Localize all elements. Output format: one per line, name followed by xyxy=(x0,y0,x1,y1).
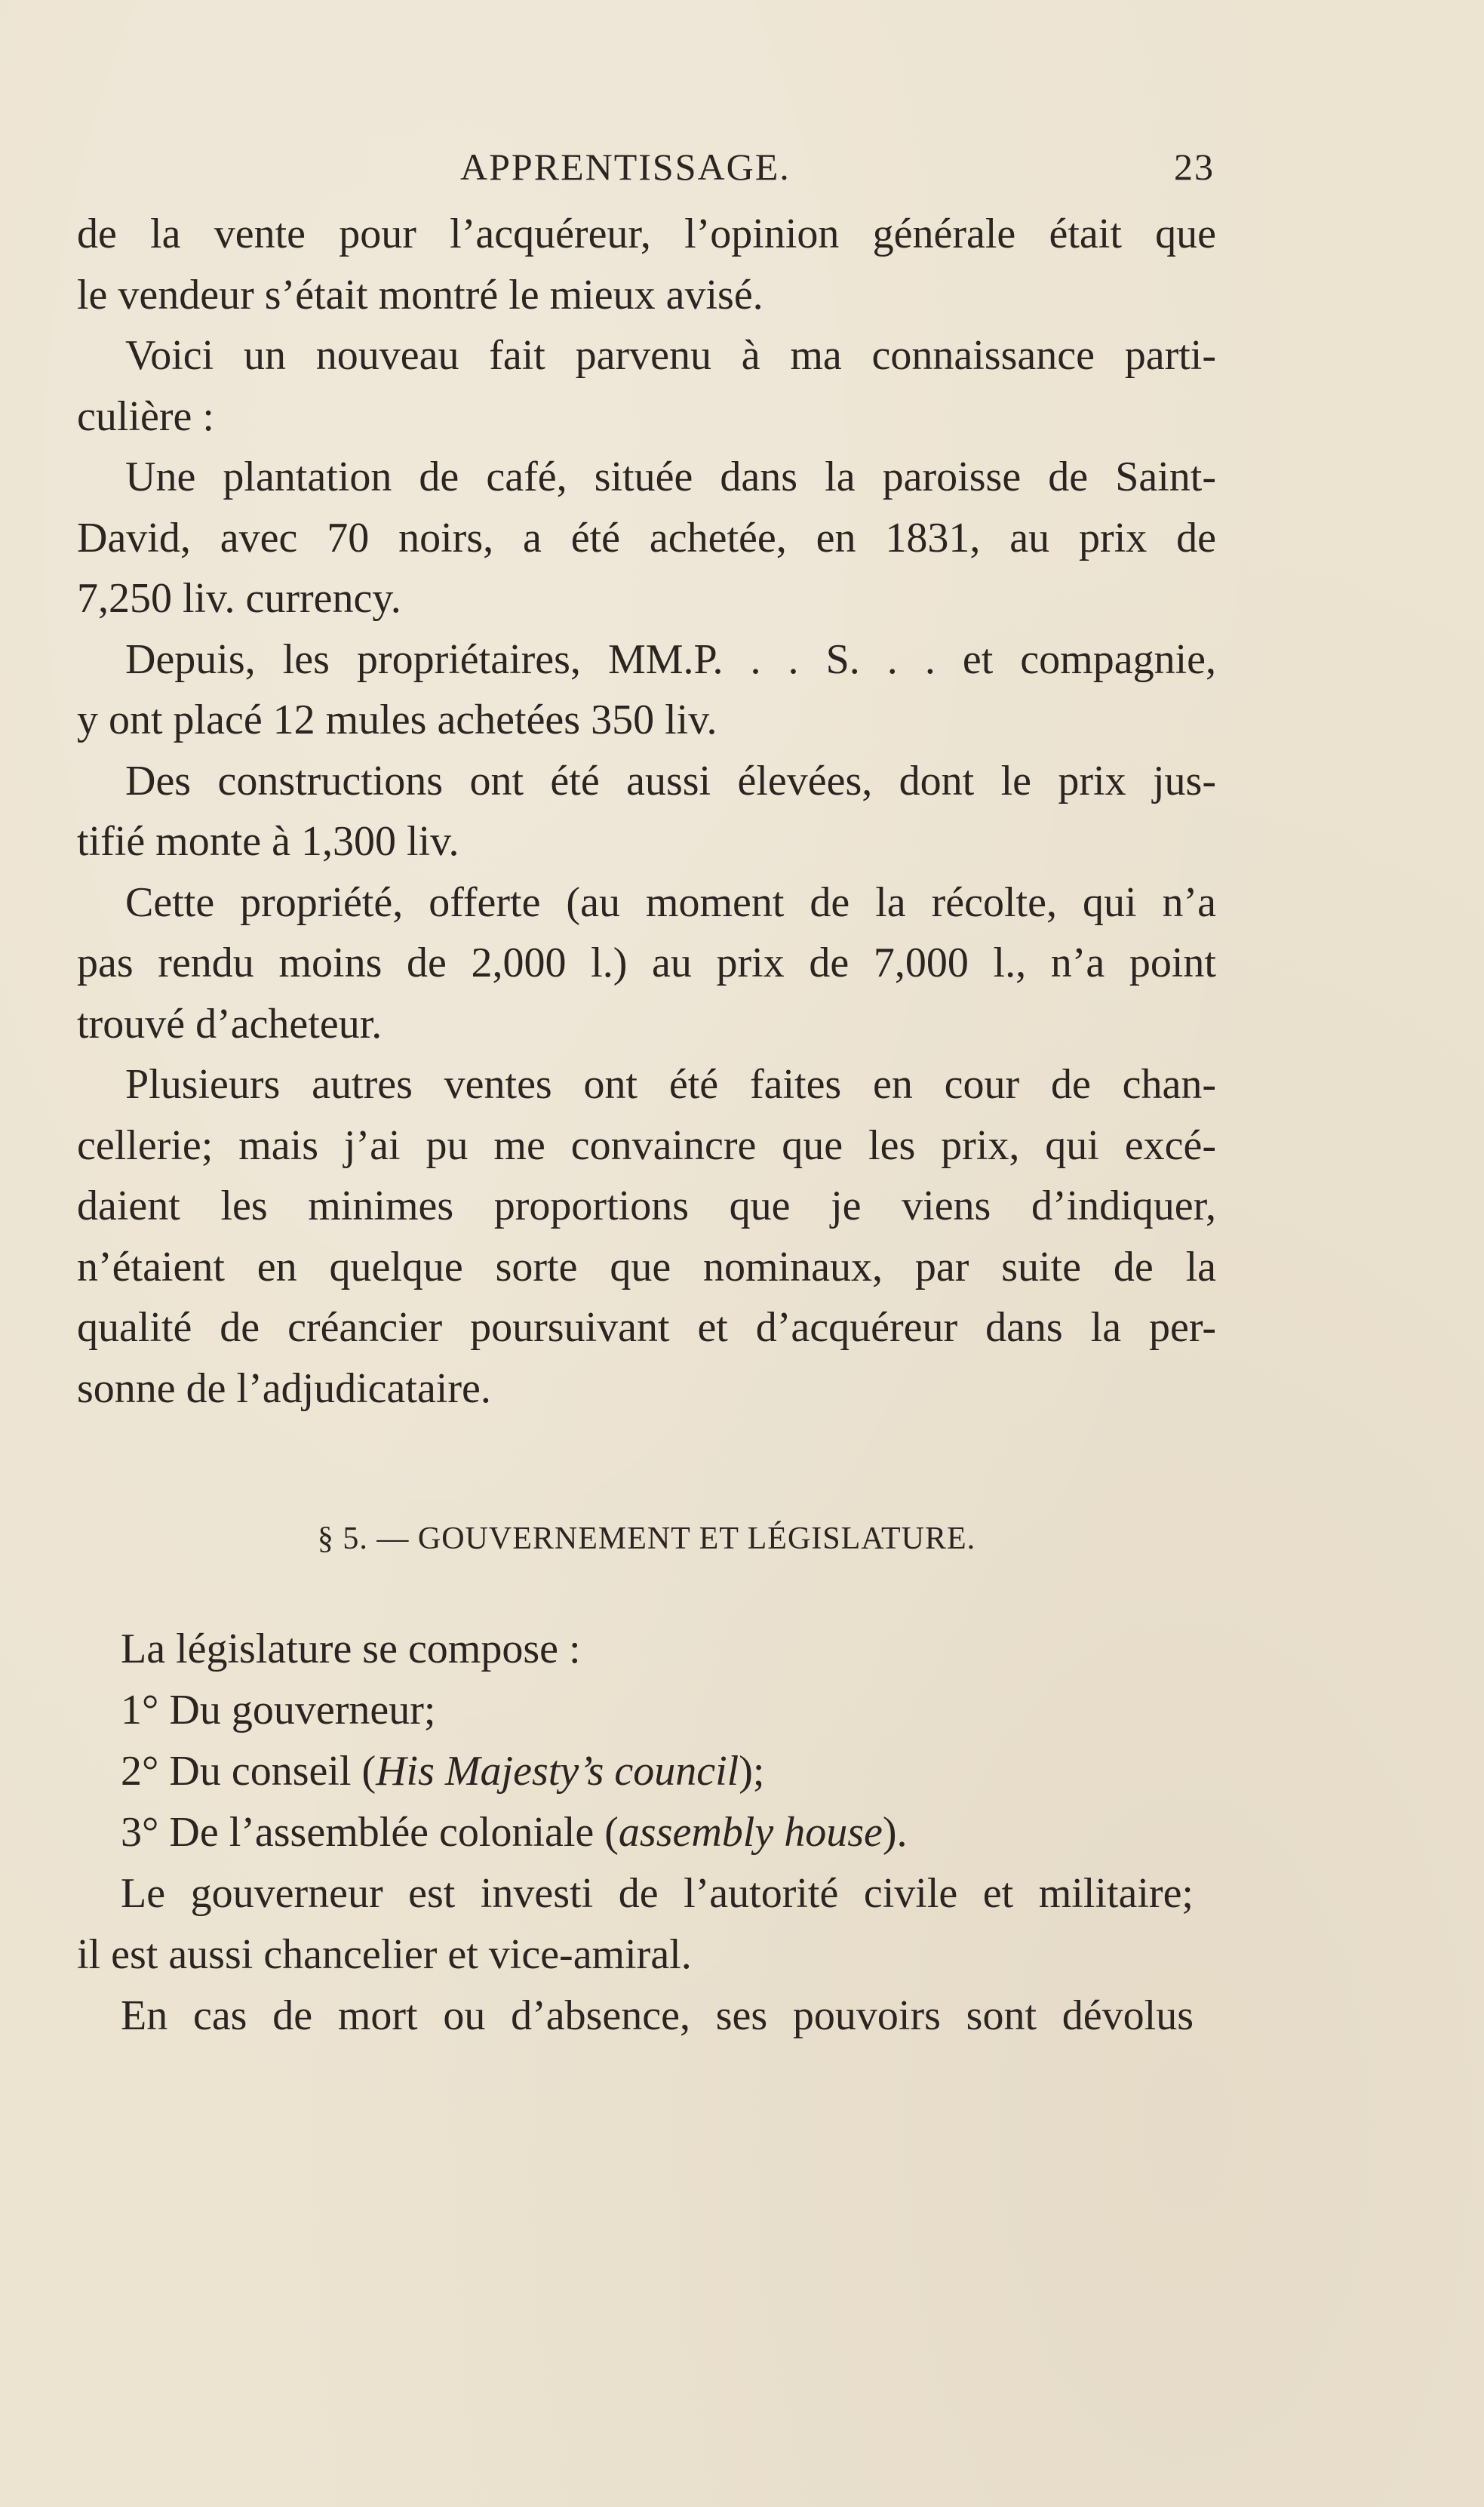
text-line: En cas de mort ou d’absence, ses pouvoirs sont dévolus xyxy=(121,1992,1194,2039)
section-heading: § 5. — GOUVERNEMENT ET LÉGISLATURE. xyxy=(317,1521,976,1556)
text-line: qualité de créancier poursuivant et d’acquéreur dans la per- xyxy=(77,1304,1216,1351)
text-line: culière : xyxy=(77,392,214,440)
list-item-italic: His Majesty’s council xyxy=(376,1748,739,1795)
text-line: La législature se compose : xyxy=(121,1626,581,1672)
text-line: le vendeur s’était montré le mieux avisé. xyxy=(77,271,764,318)
text-line: 7,250 liv. currency. xyxy=(77,575,401,622)
list-item xyxy=(77,1741,1194,1802)
list-item-suffix: ). xyxy=(882,1809,908,1856)
text-line: daient les minimes proportions que je viens d’indiquer, xyxy=(77,1183,1216,1229)
text-line: cellerie; mais j’ai pu me convaincre que les prix, qui excé- xyxy=(77,1121,1216,1169)
text-line: David, avec 70 noirs, a été achetée, en 1831, au prix de xyxy=(77,514,1216,561)
text-line: pas rendu moins de 2,000 l.) au prix de 7,000 l., n’a point xyxy=(77,940,1216,986)
text-line: n’étaient en quelque sorte que nominaux, par suite de la xyxy=(77,1243,1216,1290)
text-line: Cette propriété, offerte (au moment de la récolte, qui n’a xyxy=(125,878,1216,926)
text-line: de la vente pour l’acquéreur, l’opinion générale était que xyxy=(77,211,1216,257)
text-line: Des constructions ont été aussi élevées, dont le prix jus- xyxy=(125,757,1216,804)
section-text xyxy=(77,1619,1194,2047)
text-line: sonne de l’adjudicataire. xyxy=(77,1364,491,1412)
text-line: Le gouverneur est investi de l’autorité civile et militaire; xyxy=(121,1870,1194,1917)
running-head xyxy=(75,145,1215,198)
running-title: APPRENTISSAGE. xyxy=(460,146,791,188)
list-item-prefix: 2° Du conseil ( xyxy=(121,1748,376,1795)
text-line: Plusieurs autres ventes ont été faites en cour de chan- xyxy=(125,1061,1216,1108)
text-line: y ont placé 12 mules achetées 350 liv. xyxy=(77,697,717,743)
list-item-italic: assembly house xyxy=(618,1809,883,1856)
page-number: 23 xyxy=(1174,146,1215,188)
text-line: trouvé d’acheteur. xyxy=(77,1000,383,1047)
list-item-suffix: ); xyxy=(739,1748,765,1795)
text-line: tifié monte à 1,300 liv. xyxy=(77,818,459,865)
text-line: Depuis, les propriétaires, MM.P. . . S. . . et compagnie, xyxy=(125,635,1216,683)
list-item xyxy=(77,1802,1194,1863)
text-line: il est aussi chancelier et vice-amiral. xyxy=(77,1931,692,1978)
text-line: Voici un nouveau fait parvenu à ma connaissance parti- xyxy=(125,332,1216,379)
list-item-prefix: 3° De l’assemblée coloniale ( xyxy=(121,1809,619,1856)
list-item: 1° Du gouverneur; xyxy=(121,1687,436,1733)
main-text xyxy=(77,204,1216,1419)
text-line: Une plantation de café, située dans la paroisse de Saint- xyxy=(125,454,1216,500)
